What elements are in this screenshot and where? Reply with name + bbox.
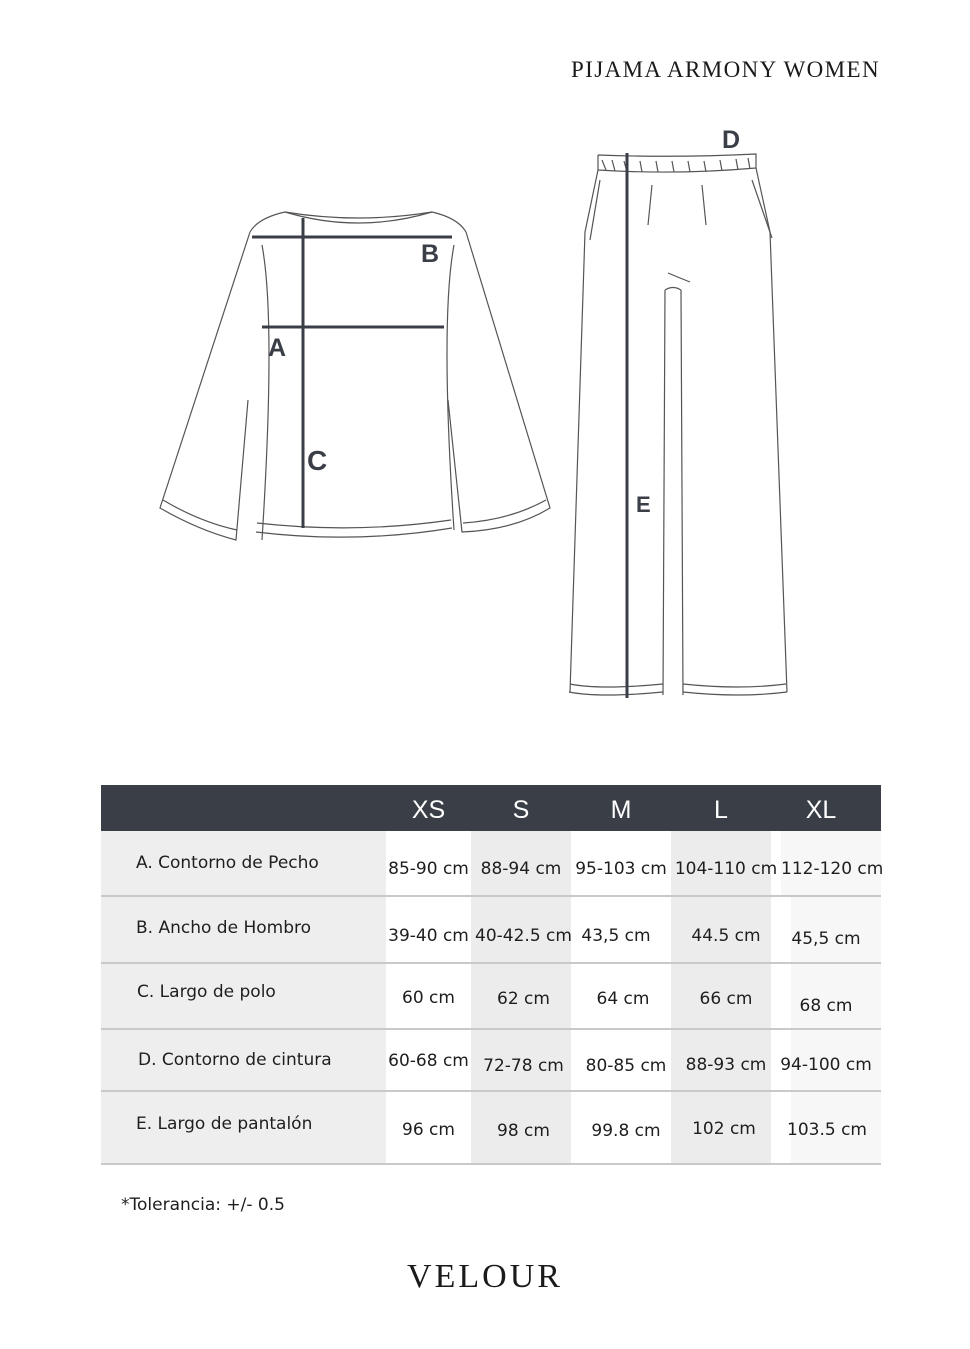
size-table: [101, 785, 884, 1165]
label-a: A: [268, 334, 287, 362]
table-cell: 104-110 cm: [674, 859, 778, 879]
table-cell: 39-40 cm: [388, 926, 469, 946]
table-cell: 64 cm: [596, 989, 650, 1009]
table-cell: 112-120 cm: [781, 859, 884, 879]
label-d: D: [722, 126, 741, 154]
row-label: C. Largo de polo: [137, 982, 276, 1002]
row-label: D. Contorno de cintura: [138, 1050, 332, 1070]
size-header-m: M: [610, 796, 632, 824]
table-cell: 45,5 cm: [791, 929, 861, 949]
table-cell: 88-93 cm: [685, 1055, 767, 1075]
table-cell: 60-68 cm: [388, 1051, 469, 1071]
table-cell: 62 cm: [497, 989, 550, 1009]
table-cell: 102 cm: [692, 1119, 756, 1139]
table-cell: 60 cm: [402, 988, 455, 1008]
table-cell: 44.5 cm: [691, 926, 761, 946]
table-cell: 99.8 cm: [591, 1121, 661, 1141]
label-e: E: [636, 492, 651, 517]
top-outline: [160, 212, 550, 540]
page-title: PIJAMA ARMONY WOMEN: [570, 57, 880, 82]
table-cell: 96 cm: [402, 1120, 455, 1140]
table-cell: 95-103 cm: [575, 859, 667, 879]
label-b: B: [421, 240, 440, 268]
table-cell: 66 cm: [699, 989, 753, 1009]
table-cell: 85-90 cm: [388, 859, 469, 879]
tolerance-note: *Tolerancia: +/- 0.5: [121, 1195, 285, 1215]
table-cell: 68 cm: [799, 996, 853, 1016]
row-label: A. Contorno de Pecho: [136, 853, 319, 873]
table-row: [101, 964, 881, 1030]
table-cell: 40-42.5 cm: [475, 926, 572, 946]
row-label: E. Largo de pantalón: [136, 1114, 313, 1134]
table-header: [101, 785, 881, 831]
table-cell: 103.5 cm: [787, 1120, 867, 1140]
measurement-lines: [252, 153, 627, 698]
size-header-s: S: [512, 796, 530, 824]
table-cell: 94-100 cm: [780, 1055, 872, 1075]
row-label: B. Ancho de Hombro: [136, 918, 312, 938]
label-c: C: [307, 445, 328, 476]
pants-outline: [569, 154, 787, 695]
table-row: [101, 1092, 881, 1165]
table-row: [101, 1030, 881, 1092]
table-cell: 72-78 cm: [483, 1056, 564, 1076]
size-header-l: L: [714, 796, 728, 824]
table-cell: 98 cm: [497, 1121, 550, 1141]
brand-logo: VELOUR: [407, 1258, 563, 1295]
size-header-xs: XS: [411, 796, 446, 824]
table-cell: 80-85 cm: [585, 1056, 667, 1076]
size-header-xl: XL: [805, 796, 837, 824]
table-row: [101, 831, 884, 897]
table-cell: 43,5 cm: [581, 926, 651, 946]
table-cell: 88-94 cm: [480, 859, 562, 879]
table-row: [101, 897, 881, 964]
